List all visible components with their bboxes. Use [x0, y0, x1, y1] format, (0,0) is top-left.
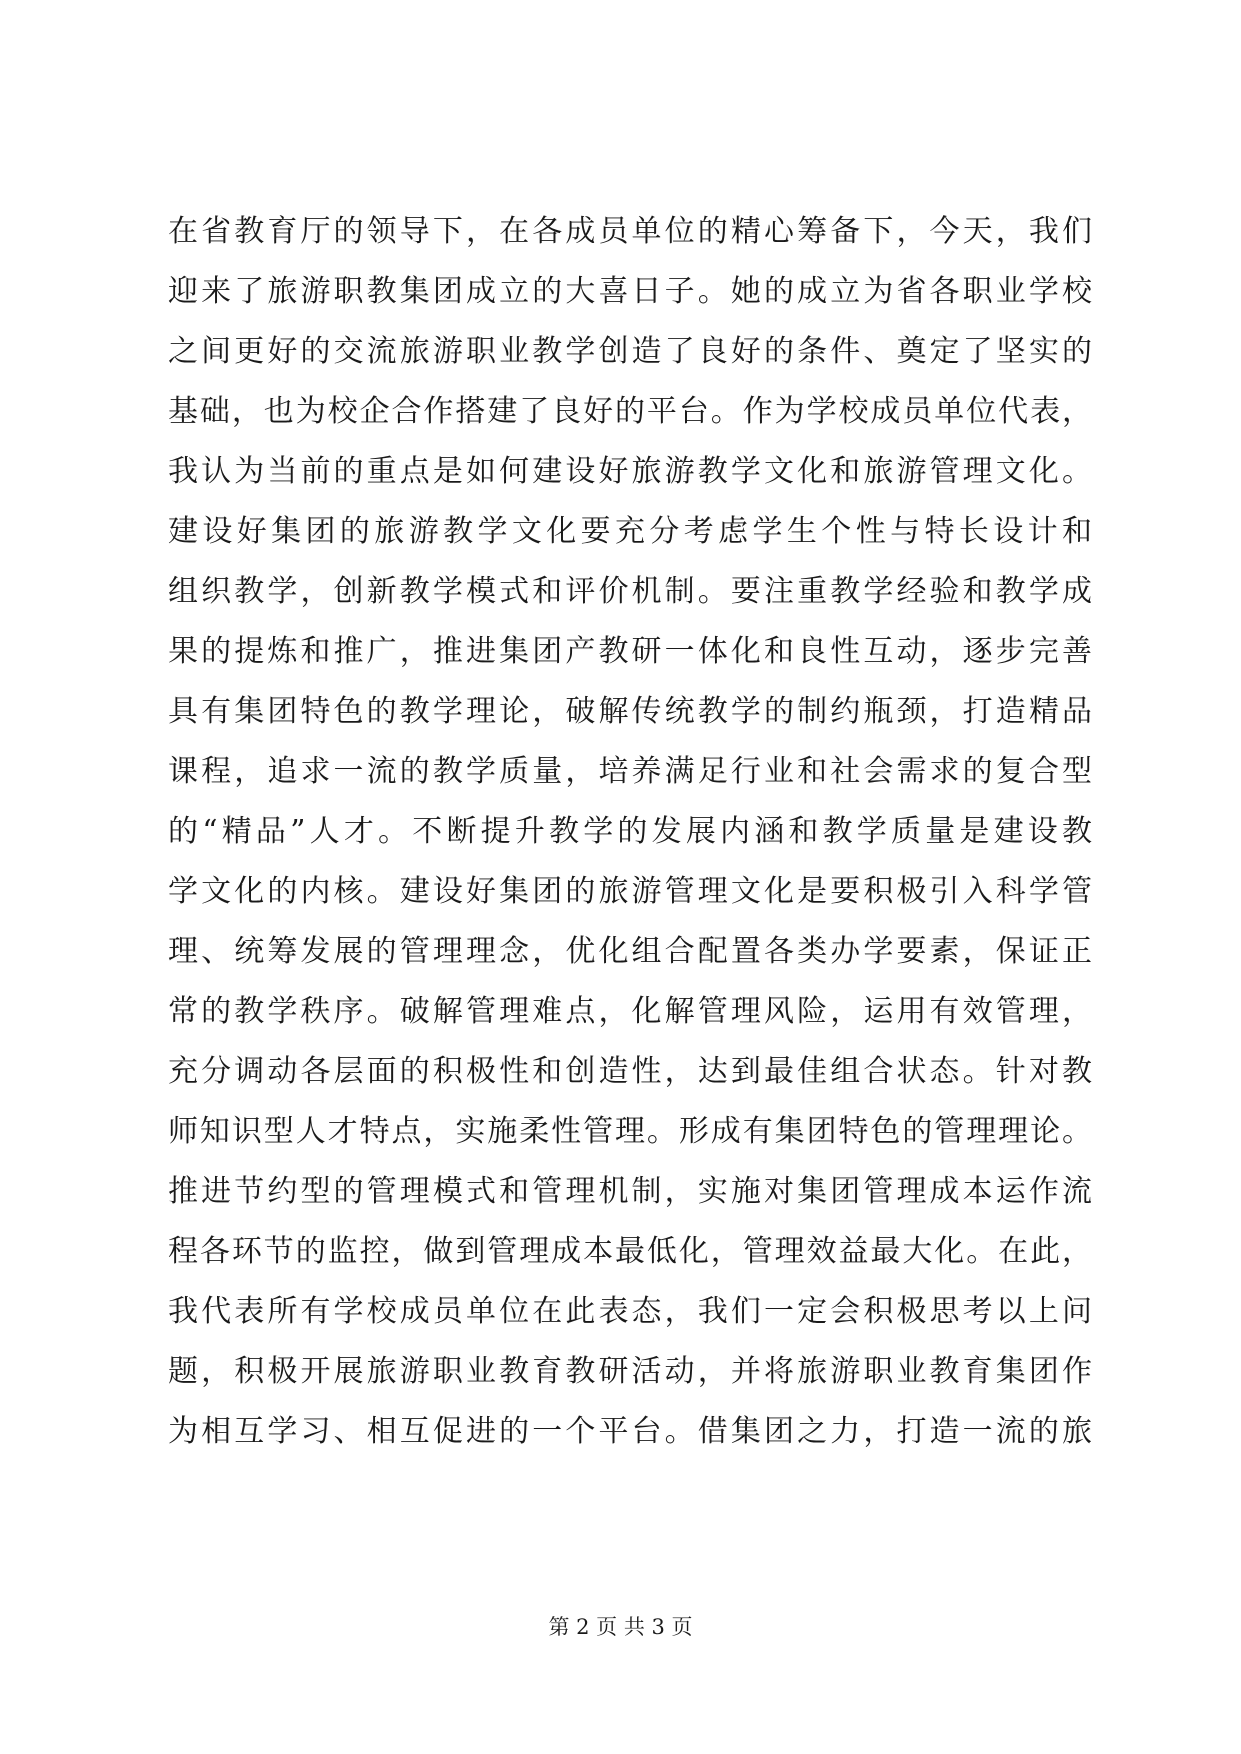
text-line: 理、统筹发展的管理理念，优化组合配置各类办学要素，保证正: [168, 934, 1092, 969]
text-line: 我代表所有学校成员单位在此表态，我们一定会积极思考以上问: [168, 1294, 1092, 1329]
text-line: 在省教育厅的领导下，在各成员单位的精心筹备下，今天，我们: [168, 214, 1092, 249]
text-line: 果的提炼和推广，推进集团产教研一体化和良性互动，逐步完善: [168, 634, 1092, 669]
text-line: 具有集团特色的教学理论，破解传统教学的制约瓶颈，打造精品: [168, 694, 1092, 729]
text-line: 课程，追求一流的教学质量，培养满足行业和社会需求的复合型: [168, 754, 1092, 789]
text-line: 建设好集团的旅游教学文化要充分考虑学生个性与特长设计和: [168, 514, 1092, 549]
text-line: 学文化的内核。建设好集团的旅游管理文化是要积极引入科学管: [168, 874, 1092, 909]
text-line: 充分调动各层面的积极性和创造性，达到最佳组合状态。针对教: [168, 1054, 1092, 1089]
page-footer: 第 2 页 共 3 页: [548, 1615, 693, 1639]
text-line: 基础，也为校企合作搭建了良好的平台。作为学校成员单位代表，: [168, 394, 1092, 429]
text-line: 我认为当前的重点是如何建设好旅游教学文化和旅游管理文化。: [168, 454, 1092, 489]
text-line: 题，积极开展旅游职业教育教研活动，并将旅游职业教育集团作: [168, 1354, 1092, 1389]
text-line: 为相互学习、相互促进的一个平台。借集团之力，打造一流的旅: [168, 1414, 1092, 1449]
text-line: 常的教学秩序。破解管理难点，化解管理风险，运用有效管理，: [168, 994, 1092, 1029]
text-line: 迎来了旅游职教集团成立的大喜日子。她的成立为省各职业学校: [168, 274, 1092, 309]
text-line: 师知识型人才特点，实施柔性管理。形成有集团特色的管理理论。: [168, 1114, 1092, 1149]
text-line: 组织教学，创新教学模式和评价机制。要注重教学经验和教学成: [168, 574, 1092, 609]
body-text: [168, 202, 1092, 1462]
text-line: 的“精品”人才。不断提升教学的发展内涵和教学质量是建设教: [168, 814, 1092, 849]
text-line: 之间更好的交流旅游职业教学创造了良好的条件、奠定了坚实的: [168, 334, 1092, 369]
text-line: 推进节约型的管理模式和管理机制，实施对集团管理成本运作流: [168, 1174, 1092, 1209]
text-line: 程各环节的监控，做到管理成本最低化，管理效益最大化。在此，: [168, 1234, 1092, 1269]
